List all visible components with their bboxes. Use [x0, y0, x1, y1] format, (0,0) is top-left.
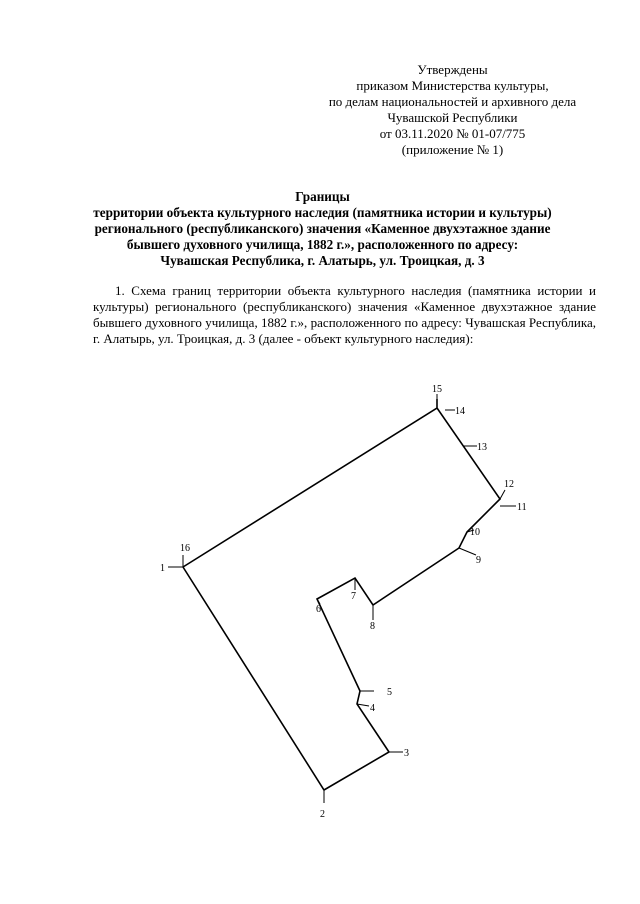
leader-12 — [500, 490, 505, 499]
approval-line: Чувашской Республики — [387, 110, 518, 125]
point-label-2: 2 — [320, 809, 325, 820]
title-line: территории объекта культурного наследия (памятника истории и культуры) — [93, 205, 552, 220]
point-label-4: 4 — [370, 703, 375, 714]
approval-line: (приложение № 1) — [401, 142, 504, 157]
point-label-7: 7 — [351, 591, 356, 602]
paragraph-text: 1. Схема границ территории объекта культурного наследия (памятника истории и культуры) регионального (республиканского) значения «Каменное двухэтажное здание бывшего духовного училища, 1882 г.», расположенного по адресу: Чувашская Республика, г. Алатырь, ул. Троицкая, д. 3 (далее - объект культурного наследия): — [93, 283, 596, 346]
point-label-10: 10 — [470, 527, 480, 538]
point-label-9: 9 — [476, 555, 481, 566]
approval-line: Утверждены — [417, 62, 488, 77]
point-label-5: 5 — [387, 687, 392, 698]
approval-line: по делам национальностей и архивного дела — [328, 94, 577, 109]
point-label-12: 12 — [504, 479, 514, 490]
point-label-16: 16 — [180, 543, 190, 554]
boundary-line — [183, 399, 500, 790]
point-label-6: 6 — [316, 604, 321, 615]
point-label-11: 11 — [517, 502, 527, 513]
point-label-3: 3 — [404, 748, 409, 759]
approval-line: от 03.11.2020 № 01-07/775 — [379, 126, 526, 141]
title-line: Чувашская Республика, г. Алатырь, ул. Троицкая, д. 3 — [160, 253, 485, 268]
point-label-8: 8 — [370, 621, 375, 632]
title-line: бывшего духовного училища, 1882 г.», расположенного по адресу: — [126, 237, 519, 252]
title-line: Границы — [295, 189, 350, 204]
label-leaders — [168, 394, 516, 803]
point-label-14: 14 — [455, 406, 465, 417]
point-label-15: 15 — [432, 384, 442, 395]
approval-line: приказом Министерства культуры, — [356, 78, 549, 93]
point-label-13: 13 — [477, 442, 487, 453]
point-label-1: 1 — [160, 563, 165, 574]
leader-9 — [459, 548, 476, 555]
title-line: регионального (республиканского) значения «Каменное двухэтажное здание — [94, 221, 551, 236]
